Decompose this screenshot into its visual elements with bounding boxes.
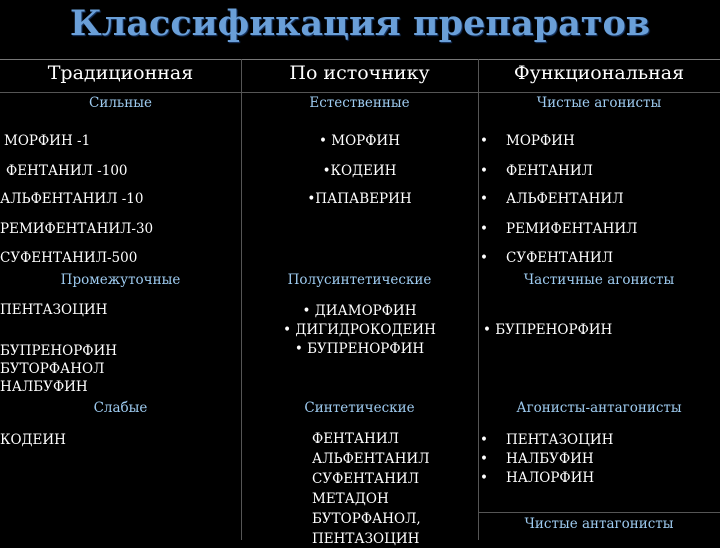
list-item: •КОДЕИН: [322, 163, 397, 179]
subheader-intermediate: Промежуточные: [60, 272, 181, 288]
list-item: • ДИАМОРФИН: [302, 303, 417, 319]
subheader-strong: Сильные: [89, 95, 152, 111]
header-traditional: Традиционная: [47, 62, 194, 84]
list-item: ФЕНТАНИЛ: [312, 431, 399, 447]
subheader-synthetic: Синтетические: [304, 400, 415, 416]
header-divider: [0, 92, 720, 93]
column-divider: [478, 59, 479, 540]
list-item: ПЕНТАЗОЦИН: [0, 302, 108, 318]
list-item: • БУПРЕНОРФИН: [294, 341, 425, 357]
column-divider: [241, 59, 242, 540]
subheader-pure-antagonists: Чистые антагонисты: [524, 516, 674, 532]
list-item: •ПАПАВЕРИН: [307, 191, 412, 207]
subheader-agonist-antagonists: Агонисты-антагонисты: [516, 400, 682, 416]
header-source: По источнику: [289, 62, 430, 84]
list-item: ПЕНТАЗОЦИН: [312, 531, 420, 547]
list-item: • МОРФИН: [319, 133, 400, 149]
list-item: БУТОРФАНОЛ,: [312, 511, 421, 527]
list-item: АЛЬФЕНТАНИЛ -10: [0, 191, 144, 207]
list-item: БУПРЕНОРФИН: [0, 343, 118, 359]
list-item: СУФЕНТАНИЛ-500: [0, 250, 138, 266]
list-item: МЕТАДОН: [312, 491, 389, 507]
list-item: • ДИГИДРОКОДЕИН: [283, 322, 436, 338]
subheader-weak: Слабые: [93, 400, 148, 416]
subheader-pure-agonists: Чистые агонисты: [536, 95, 662, 111]
list-item: • БУПРЕНОРФИН: [483, 322, 613, 338]
list-item: БУТОРФАНОЛ: [0, 361, 105, 377]
header-functional: Функциональная: [513, 62, 685, 84]
list-item: СУФЕНТАНИЛ: [312, 471, 419, 487]
list-item: НАЛБУФИН: [0, 379, 88, 395]
list-item: ФЕНТАНИЛ -100: [6, 163, 128, 179]
subheader-partial-agonists: Частичные агонисты: [523, 272, 675, 288]
list-item: МОРФИН -1: [4, 133, 91, 149]
list-item: РЕМИФЕНТАНИЛ-30: [0, 221, 154, 237]
list-item: АЛЬФЕНТАНИЛ: [312, 451, 430, 467]
subheader-semisynthetic: Полусинтетические: [287, 272, 432, 288]
list-item: КОДЕИН: [0, 432, 66, 448]
subheader-natural: Естественные: [309, 95, 410, 111]
section-divider: [478, 512, 720, 513]
synthetic-list: [312, 431, 429, 548]
page-title: Классификация препаратов: [69, 3, 651, 44]
